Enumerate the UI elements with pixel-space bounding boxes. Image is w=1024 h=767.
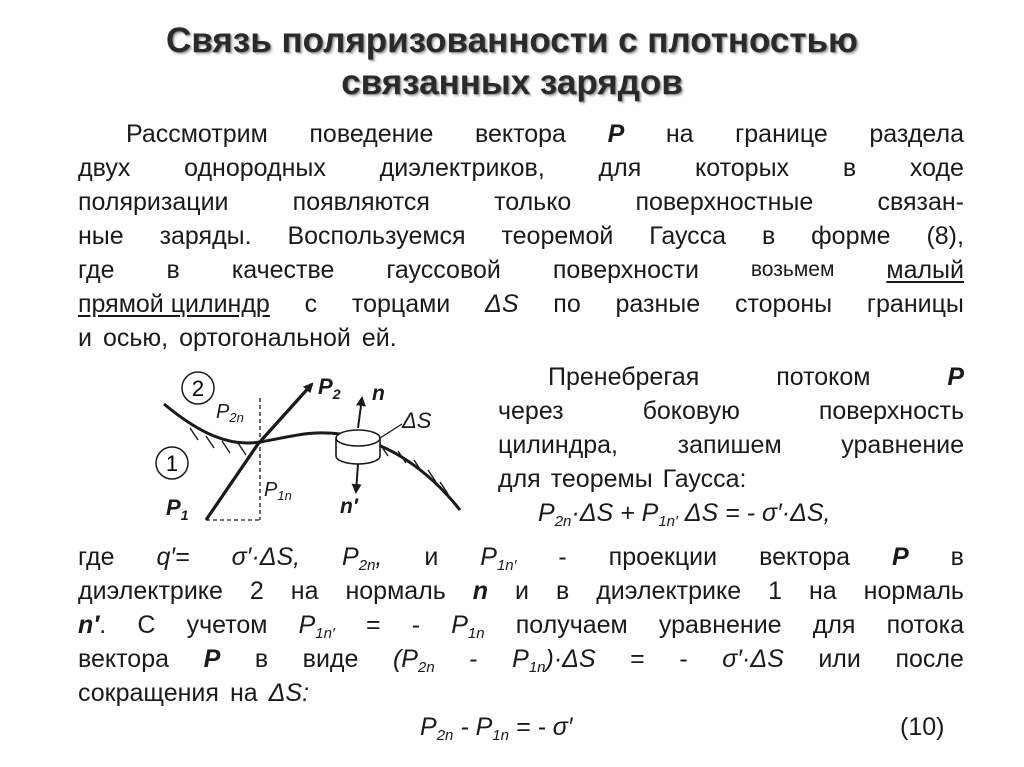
- paragraph-2-line-2: [498, 394, 964, 428]
- word: потока: [886, 611, 964, 639]
- word: возьмем: [750, 258, 835, 281]
- paragraph-3-line-5: [78, 676, 964, 710]
- region-2-label: 2: [191, 376, 205, 401]
- word: σ′·ΔS,: [231, 543, 301, 571]
- word: Рассмотрим: [126, 120, 268, 148]
- word: торцами: [351, 290, 451, 318]
- page-title: [0, 20, 1024, 104]
- word: поверхностные: [635, 188, 814, 216]
- word: -: [679, 645, 688, 673]
- word: 2: [249, 577, 264, 605]
- eq-sub: 1n: [492, 727, 509, 744]
- word: теоремой: [501, 222, 614, 250]
- paragraph-1-line-1: [126, 117, 964, 151]
- word: Гаусса: [649, 222, 727, 250]
- word: заряды.: [159, 222, 252, 250]
- word: в: [761, 222, 776, 250]
- word: $P_{1n})\cdot\Delta S$: [512, 645, 596, 676]
- word: на: [808, 577, 837, 605]
- word: с: [304, 290, 318, 318]
- word: границы: [866, 290, 964, 318]
- word: теоремы: [550, 465, 653, 493]
- word: ходе: [909, 154, 964, 182]
- word: Воспользуемся: [287, 222, 466, 250]
- p1-vector: [206, 444, 258, 520]
- normal-symbol: n: [472, 577, 489, 605]
- paragraph-3-line-4: [78, 642, 964, 676]
- eq-term: -: [453, 713, 476, 741]
- word: форме: [811, 222, 891, 250]
- word: уравнение: [658, 611, 782, 639]
- n-label: n: [372, 382, 385, 405]
- word: ортогональной: [179, 324, 351, 352]
- paragraph-2-line-4: [498, 462, 964, 496]
- paragraph-3-line-2: [78, 574, 964, 608]
- ds-label: ΔS: [402, 408, 432, 433]
- word: проекции: [608, 543, 718, 571]
- title-line-1: Связь поляризованности с плотностью: [166, 21, 858, 60]
- underlined-word: малый: [886, 256, 964, 284]
- eq-sub: 2n: [436, 727, 454, 744]
- word: диэлектрике: [78, 577, 223, 605]
- word: q′=: [156, 543, 190, 571]
- word: $P_{1n}$: [451, 611, 485, 642]
- word: $P_{2n}$,: [342, 543, 383, 574]
- word: получаем: [515, 611, 628, 639]
- n-prime-label: n′: [340, 495, 358, 518]
- word: где: [78, 256, 115, 284]
- word: -: [469, 645, 478, 673]
- word: -: [558, 543, 567, 571]
- title-line-2: связанных зарядов: [341, 63, 683, 102]
- word: разные: [615, 290, 701, 318]
- word: виде: [302, 645, 359, 673]
- word: Гаусса:: [662, 465, 747, 493]
- word: или: [818, 645, 861, 673]
- eq-term: P: [538, 499, 555, 527]
- word: где: [78, 543, 115, 571]
- word: на: [665, 120, 694, 148]
- word: и: [515, 577, 529, 605]
- normal-n: [358, 398, 362, 428]
- ds-leader: [380, 424, 402, 438]
- word: границе: [735, 120, 828, 148]
- word: диэлектриков,: [379, 154, 545, 182]
- word: только: [494, 188, 572, 216]
- paragraph-1-line-2: [78, 151, 964, 185]
- word: и: [78, 324, 92, 352]
- word: гауссовой: [386, 256, 501, 284]
- paragraph-1-line-7: [78, 321, 964, 355]
- gauss-cylinder: [336, 430, 380, 464]
- p2-label: $P_2$: [318, 374, 341, 402]
- word: =: [365, 611, 381, 639]
- eq-term: P: [475, 713, 493, 741]
- word: через: [498, 397, 564, 425]
- p2n-label: $P_{2n}$: [216, 401, 244, 425]
- word: $P_{1n'}$: [298, 611, 335, 642]
- word: которых: [695, 154, 790, 182]
- word: однородных: [184, 154, 326, 182]
- word: по: [553, 290, 581, 318]
- word: в: [950, 543, 964, 571]
- word: n′.: [78, 611, 107, 639]
- word: нормаль: [863, 577, 964, 605]
- word: качестве: [231, 256, 335, 284]
- word: учетом: [186, 611, 268, 639]
- paragraph-1-line-6: [78, 287, 964, 321]
- word: ($P_{2n}$: [392, 645, 435, 676]
- word: и: [424, 543, 439, 571]
- word: раздела: [869, 120, 964, 148]
- word: поверхности: [552, 256, 699, 284]
- word: С: [137, 611, 156, 639]
- word: на: [229, 679, 258, 707]
- word: поляризации: [78, 188, 229, 216]
- eq-term: ΔS = - σ′·ΔS,: [677, 499, 831, 527]
- word: вектора: [759, 543, 851, 571]
- word: в: [166, 256, 180, 284]
- vector-p: P: [203, 645, 221, 673]
- final-equation: [420, 710, 573, 744]
- word: двух: [78, 154, 131, 182]
- eq-sub: 1n′: [658, 513, 678, 530]
- word: (8),: [926, 222, 964, 250]
- word: в: [555, 577, 570, 605]
- word: после: [895, 645, 964, 673]
- word: связан-: [877, 188, 964, 216]
- delta-s: ΔS: [485, 290, 519, 318]
- word: в: [842, 154, 857, 182]
- word: вектора: [474, 120, 566, 148]
- word: вектора: [78, 645, 170, 673]
- paragraph-1-line-3: [78, 185, 964, 219]
- word: запишем: [677, 431, 782, 459]
- word: для: [812, 611, 856, 639]
- vector-p: P: [607, 120, 625, 148]
- word: σ′·ΔS: [722, 645, 784, 673]
- word: уравнение: [841, 431, 964, 459]
- word: осью,: [102, 324, 169, 352]
- vector-p: P: [947, 363, 964, 391]
- boundary-figure: [140, 362, 480, 532]
- word: появляются: [292, 188, 430, 216]
- word: ей.: [361, 324, 397, 352]
- word: боковую: [642, 397, 740, 425]
- paragraph-3-line-1: [78, 540, 964, 574]
- eq-term: = - σ′: [508, 713, 573, 741]
- gauss-equation: [538, 496, 830, 530]
- word: нормаль: [345, 577, 446, 605]
- word: потоком: [776, 363, 871, 391]
- equation-number: (10): [900, 713, 945, 741]
- word: на: [290, 577, 319, 605]
- vector-p: P: [892, 543, 909, 571]
- normal-n-prime: [356, 464, 358, 492]
- word: -: [411, 611, 421, 639]
- word: ные: [78, 222, 124, 250]
- word: для: [498, 465, 541, 493]
- p1-label: $P_1$: [166, 495, 189, 523]
- word: 1: [768, 577, 782, 605]
- word: стороны: [734, 290, 833, 318]
- paragraph-1-line-4: [78, 219, 964, 253]
- p1n-label: $P_{1n}$: [264, 479, 292, 503]
- underlined-phrase: прямой цилиндр: [78, 290, 270, 318]
- word: поведение: [309, 120, 434, 148]
- eq-term: P: [641, 499, 659, 527]
- eq-term: ·ΔS +: [571, 499, 642, 527]
- word: Пренебрегая: [548, 363, 700, 391]
- eq-term: P: [420, 713, 437, 741]
- paragraph-3-line-3: [78, 608, 964, 642]
- paragraph-2-line-1: [548, 360, 964, 394]
- word: $P_{1n'}$: [480, 543, 517, 574]
- word: цилиндра,: [498, 431, 618, 459]
- word: для: [598, 154, 642, 182]
- eq-sub: 2n: [554, 513, 572, 530]
- paragraph-1-line-5: [78, 253, 964, 287]
- word: в: [254, 645, 269, 673]
- region-1-label: 1: [165, 451, 179, 476]
- word: =: [630, 645, 645, 673]
- word: диэлектрике: [596, 577, 742, 605]
- word: ΔS:: [268, 679, 310, 707]
- paragraph-2-line-3: [498, 428, 964, 462]
- word: поверхность: [818, 397, 964, 425]
- word: сокращения: [78, 679, 219, 707]
